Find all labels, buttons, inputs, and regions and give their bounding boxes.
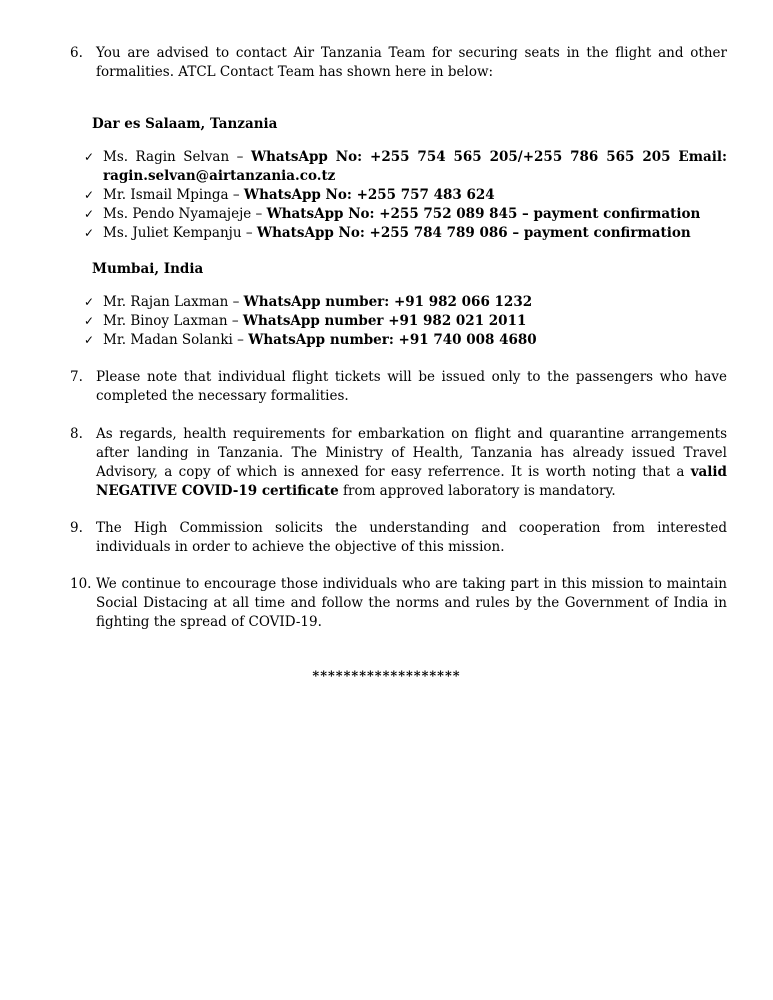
contact-name: Mr. Rajan Laxman – [103,294,244,310]
contact-details: WhatsApp number: +91 740 008 4680 [248,332,537,348]
checkmark-icon: ✓ [84,333,95,347]
contact-text [103,312,727,331]
contact-text [103,293,727,312]
contact-name: Mr. Ismail Mpinga – [103,187,244,203]
numbered-item-9 [70,519,727,557]
contact-row-madan-solanki [84,331,727,350]
separator-stars: ******************* [312,669,461,684]
contact-row-rajan-laxman [84,293,727,312]
contact-name: Ms. Pendo Nyamajeje – [103,206,267,222]
checkmark-icon: ✓ [84,207,95,221]
contact-text [103,186,727,205]
item-10-text: We continue to encourage those individuals who are taking part in this mission to maintain Social Distacing at all time and follow the norms and rules by the Government of India in fighting the spread of COVID-19. [96,576,727,630]
contact-row-pendo-nyamajeje [84,205,727,224]
contact-name: Ms. Juliet Kempanju – [103,225,257,241]
contact-row-ragin-selvan [84,148,727,186]
contact-details: WhatsApp number: +91 982 066 1232 [243,294,533,310]
contact-text [103,331,727,350]
item-7-text: Please note that individual flight tickets will be issued only to the passengers who have completed the necessary formalities. [96,369,727,404]
section-heading-dar-es-salaam: Dar es Salaam, Tanzania [92,116,278,132]
numbered-item-7 [70,368,727,406]
contact-details: WhatsApp No: +255 752 089 845 – payment confirmation [266,206,701,222]
item-9-text: The High Commission solicits the understanding and cooperation from interested individuals in order to achieve the objective of this mission. [96,520,727,555]
item-8-number: 8. [70,426,83,442]
contact-list-mumbai [84,293,727,350]
item-8-text [96,425,727,501]
contact-name: Mr. Binoy Laxman – [103,313,243,329]
numbered-item-10 [70,575,727,632]
contact-text [103,148,727,186]
contact-text [103,205,727,224]
checkmark-icon: ✓ [84,314,95,328]
item-6-text: You are advised to contact Air Tanzania Team for securing seats in the flight and other formalities. ATCL Contact Team has shown here in below: [96,45,727,80]
contact-name: Mr. Madan Solanki – [103,332,249,348]
item-6-number: 6. [70,45,83,61]
checkmark-icon: ✓ [84,188,95,202]
item-10-number: 10. [70,576,92,592]
contact-details: WhatsApp number +91 982 021 2011 [242,313,527,329]
item-8-text-bold: valid NEGATIVE COVID-19 certificate [96,464,727,499]
contact-details: WhatsApp No: +255 754 565 205/+255 786 565 205 Email: ragin.selvan@airtanzania.co.tz [103,149,727,184]
contact-row-juliet-kempanju [84,224,727,243]
contact-list-dar-es-salaam [84,148,727,243]
item-8-text-end: from approved laboratory is mandatory. [338,483,616,499]
numbered-item-6 [70,44,727,82]
checkmark-icon: ✓ [84,226,95,240]
item-8-text-start: As regards, health requirements for embarkation on flight and quarantine arrangements after landing in Tanzania. The Ministry of Health, Tanzania has already issued Travel Advisory, a copy of which is annexed for easy referrence. It is worth noting that a [96,426,727,480]
contact-text [103,224,727,243]
checkmark-icon: ✓ [84,295,95,309]
checkmark-icon: ✓ [84,150,95,164]
contact-row-ismail-mpinga [84,186,727,205]
contact-row-binoy-laxman [84,312,727,331]
contact-name: Ms. Ragin Selvan – [103,149,251,165]
item-9-number: 9. [70,520,83,536]
numbered-item-8 [70,425,727,501]
item-7-number: 7. [70,369,83,385]
contact-details: WhatsApp No: +255 757 483 624 [243,187,495,203]
contact-details: WhatsApp No: +255 784 789 086 – payment confirmation [256,225,691,241]
section-heading-mumbai: Mumbai, India [92,261,204,277]
